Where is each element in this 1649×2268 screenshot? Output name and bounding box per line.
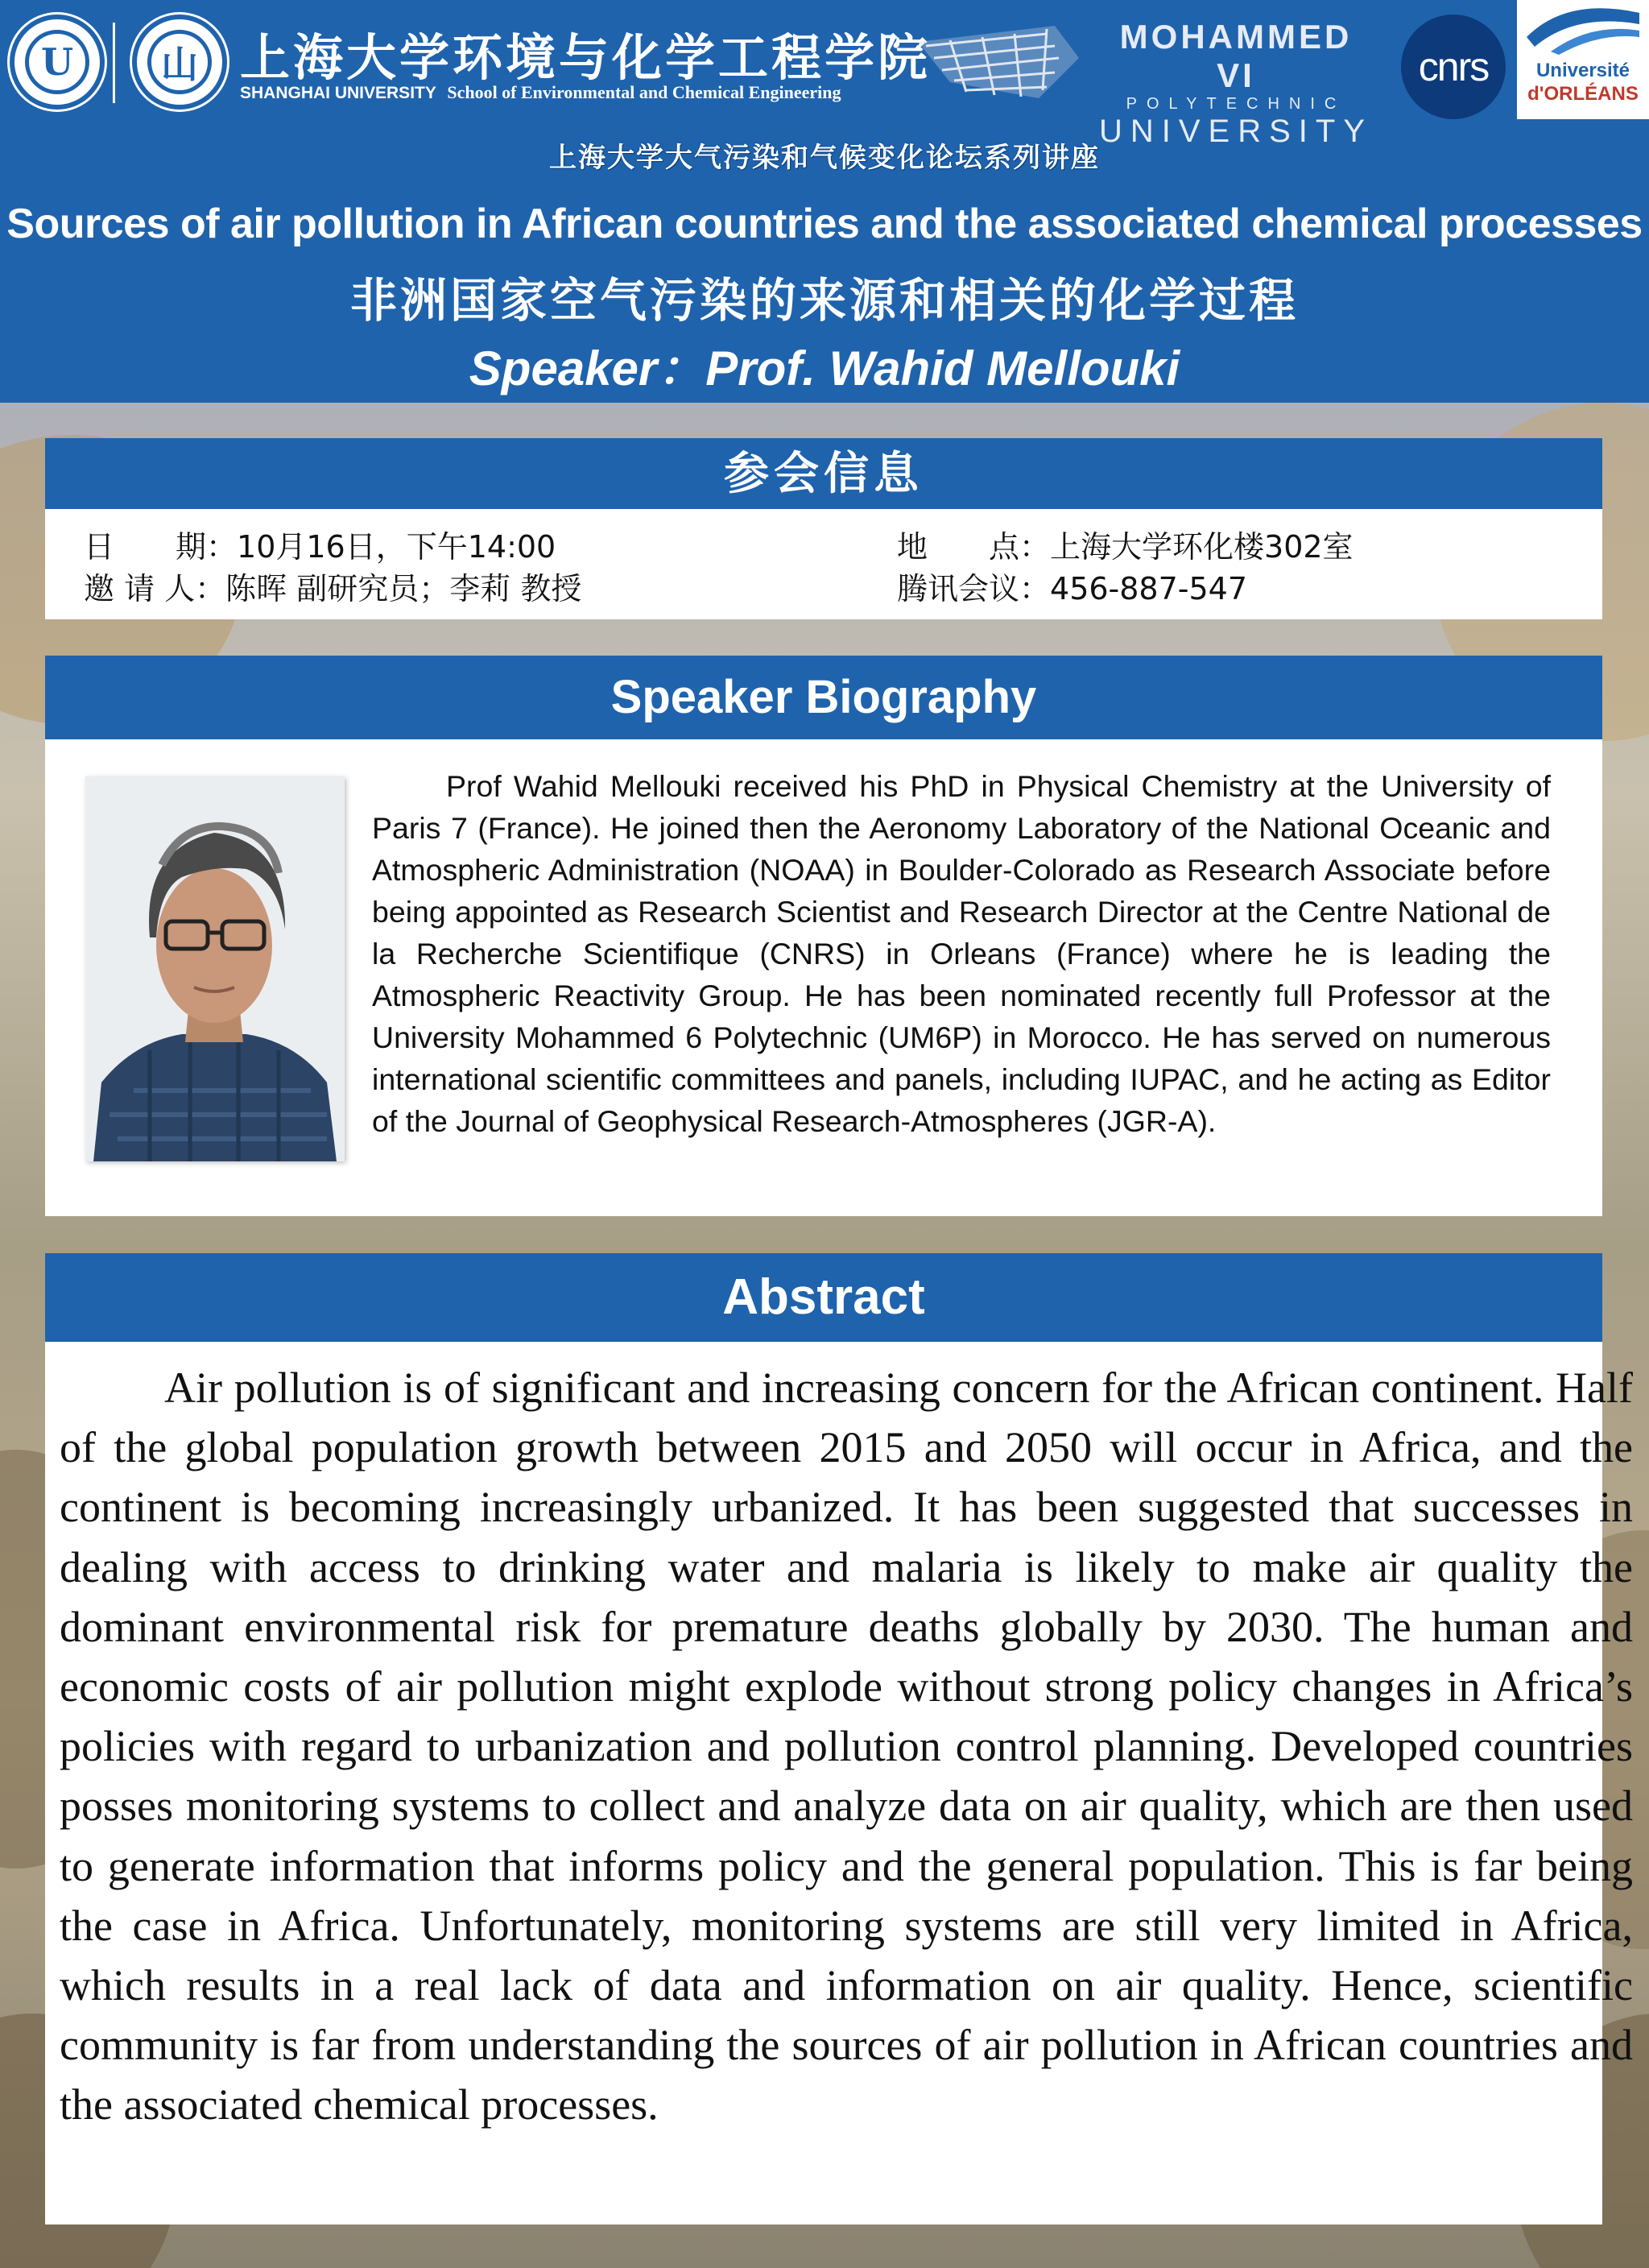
abstract-heading: Abstract	[45, 1253, 1602, 1342]
speaker-line: Speaker：Prof. Wahid Mellouki	[469, 341, 1180, 395]
universite-orleans-logo	[1517, 0, 1649, 119]
orleans-swoosh-icon	[1527, 5, 1639, 55]
meeting-row	[897, 564, 1247, 608]
date-row	[84, 522, 556, 566]
orleans-line-1: Université	[1535, 60, 1630, 81]
biography-text: Prof Wahid Mellouki received his PhD in Physical Chemistry at the University of Paris 7 (France). He joined then the Aeronomy Laboratory of the National Oceanic and Atmospheric Administration (NOAA) in Boulder-Colorado as Research Associate before being appointed as Research Scientist and Research Director at the Centre National de la Recherche Scientifique (CNRS) in Orleans (France) where he is leading the Atmospheric Reactivity Group. He has been nominated recently full Professor at the University Mohammed 6 Polytechnic (UM6P) in Morocco. He has served on numerous international scientific committees and panels, including IUPAC, and he acting as Editor of the Journal of Geophysical Research-Atmospheres (JGR-A).	[372, 769, 1551, 1138]
place-label: 地 点：	[897, 529, 1051, 565]
shanghai-university-seal-logo: U	[10, 14, 105, 110]
school-name-en	[240, 82, 841, 103]
biography-heading: Speaker Biography	[45, 656, 1602, 739]
cnrs-logo: cnrs	[1401, 14, 1506, 119]
lecture-title-cn: 非洲国家空气污染的来源和相关的化学过程	[349, 273, 1299, 328]
university-name-en: SHANGHAI UNIVERSITY	[240, 84, 436, 102]
lecture-title-en: Sources of air pollution in African countries and the associated chemical processes	[6, 201, 1643, 247]
abstract-panel	[45, 1253, 1633, 2225]
poster-header	[0, 0, 1649, 403]
meeting-info-heading: 参会信息	[45, 438, 1602, 509]
inviter-row	[84, 564, 581, 608]
meeting-id-value: 456-887-547	[1050, 571, 1248, 606]
orleans-line-2: d'ORLÉANS	[1527, 83, 1639, 105]
inviter-label: 邀 请 人：	[84, 571, 226, 606]
school-seal-logo: 山	[132, 14, 227, 110]
um6p-grid-logo	[918, 18, 1079, 106]
date-value: 10月16日，下午14:00	[237, 529, 556, 565]
speaker-portrait-image	[85, 776, 345, 1161]
inviter-value: 陈晖 副研究员；李莉 教授	[225, 571, 582, 606]
meeting-info-panel	[45, 438, 1602, 619]
meeting-label: 腾讯会议：	[897, 571, 1051, 606]
school-name-cn: 上海大学环境与化学工程学院	[240, 28, 932, 87]
place-value: 上海大学环化楼302室	[1050, 529, 1354, 565]
lecture-series-title: 上海大学大气污染和气候变化论坛系列讲座	[549, 142, 1100, 174]
um6p-line-3: UNIVERSITY	[1098, 114, 1374, 149]
logo-bar	[0, 0, 1649, 149]
um6p-line-2: POLYTECHNIC	[1126, 95, 1346, 113]
place-row	[897, 522, 1354, 566]
abstract-text: Air pollution is of significant and increasing concern for the African continent. Half of the global population growth between 2015 and 2050 will occur in Africa, and the continent is becoming increasingly urbanized. It has been suggested that successes in dealing with access to drinking water and malaria is likely to make air quality the dominant environmental risk for premature deaths globally by 2030. The human and economic costs of air pollution might explode without strong policy changes in Africa’s policies with regard to urbanization and pollution control planning. Developed countries posses monitoring systems to collect and analyze data on air quality, which are then used to generate information that informs policy and the general population. This is far being the case in Africa. Unfortunately, monitoring systems are still very limited in Africa, which results in a real lack of data and information on air quality. Hence, scientific community is far from understanding the sources of air pollution in African countries and the associated chemical processes.	[60, 1364, 1633, 2129]
speaker-biography-panel	[45, 656, 1602, 1216]
logo-divider	[113, 23, 115, 103]
um6p-wordmark	[1095, 18, 1377, 150]
date-label: 日 期：	[84, 529, 238, 565]
um6p-line-1: MOHAMMED VI	[1119, 18, 1353, 94]
speaker-photo	[85, 776, 345, 1161]
school-name-en-text: School of Environmental and Chemical Engineering	[447, 82, 841, 102]
